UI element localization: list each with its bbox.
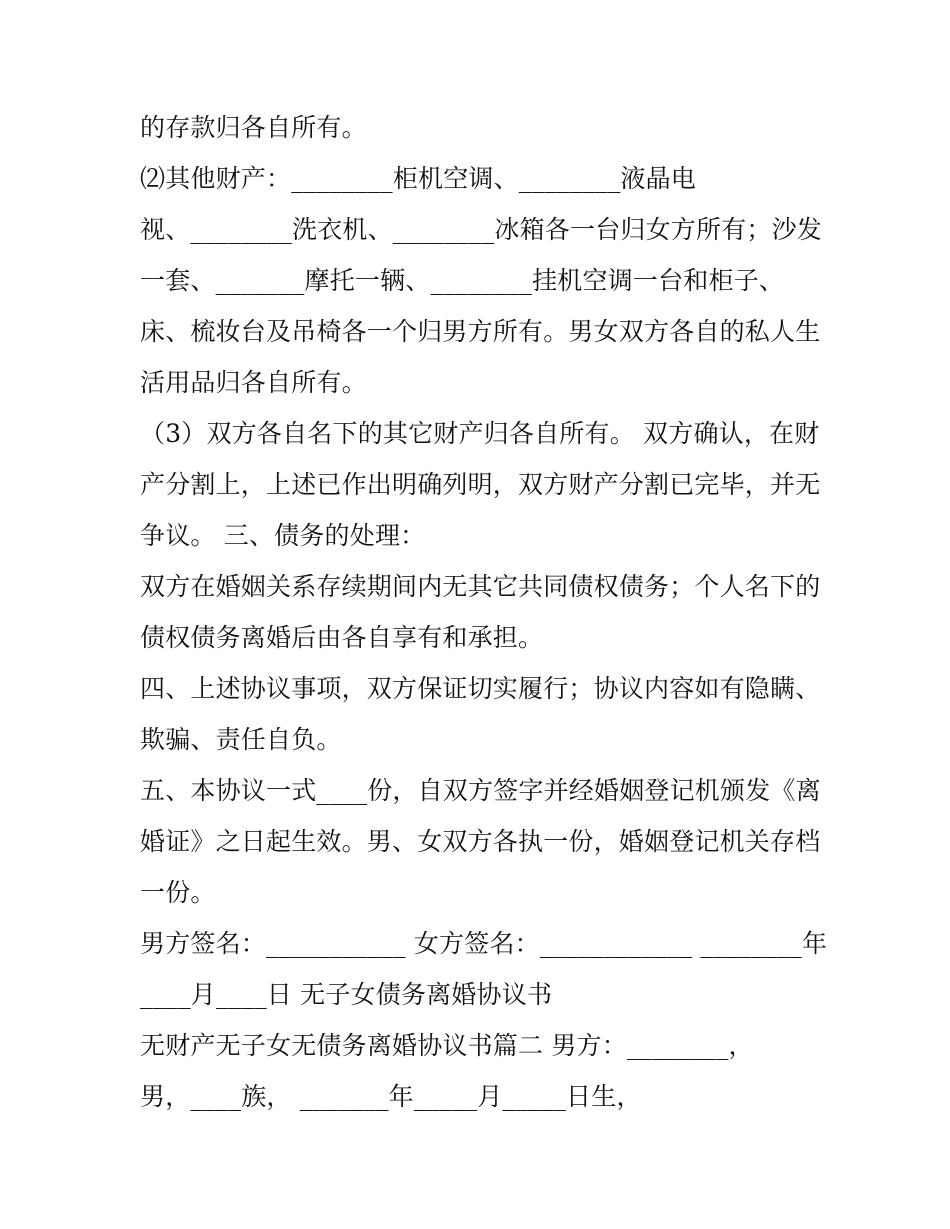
text-line: ____月____日 无子女债务离婚协议书 (140, 980, 553, 1009)
text-line: 床、梳妆台及吊椅各一个归男方所有。男女双方各自的私人生 (140, 317, 821, 346)
text-line: 活用品归各自所有。 (140, 368, 367, 397)
text-line: 四、上述协议事项，双方保证切实履行；协议内容如有隐瞒、 (140, 674, 821, 703)
text-line: 欺骗、责任自负。 (140, 725, 342, 754)
text-line: 争议。 三、债务的处理： (140, 521, 426, 550)
text-line: 男，____族， _______年_____月_____日生， (140, 1082, 642, 1111)
text-line: 一套、_______摩托一辆、________挂机空调一台和柜子、 (140, 266, 785, 295)
text-line: 男方签名：___________ 女方签名：____________ ________年 (140, 929, 828, 958)
text-line: （3）双方各自名下的其它财产归各自所有。 双方确认，在财 (140, 419, 820, 448)
text-line: 无财产无子女无债务离婚协议书篇二 男方：________， (140, 1031, 754, 1060)
text-line: 产分割上，上述已作出明确列明，双方财产分割已完毕，并无 (140, 470, 821, 499)
text-line: 五、本协议一式____份，自双方签字并经婚姻登记机颁发《离 (140, 776, 821, 805)
text-line: ⑵其他财产：________柜机空调、________液晶电 (140, 164, 697, 193)
text-line: 一份。 (140, 878, 216, 907)
text-line: 婚证》之日起生效。男、女双方各执一份，婚姻登记机关存档 (140, 827, 821, 856)
text-line: 视、________洗衣机、________冰箱各一台归女方所有；沙发 (140, 215, 823, 244)
text-line: 双方在婚姻关系存续期间内无其它共同债权债务；个人名下的 (140, 572, 821, 601)
text-line: 的存款归各自所有。 (140, 113, 367, 142)
text-line: 债权债务离婚后由各自享有和承担。 (140, 623, 544, 652)
